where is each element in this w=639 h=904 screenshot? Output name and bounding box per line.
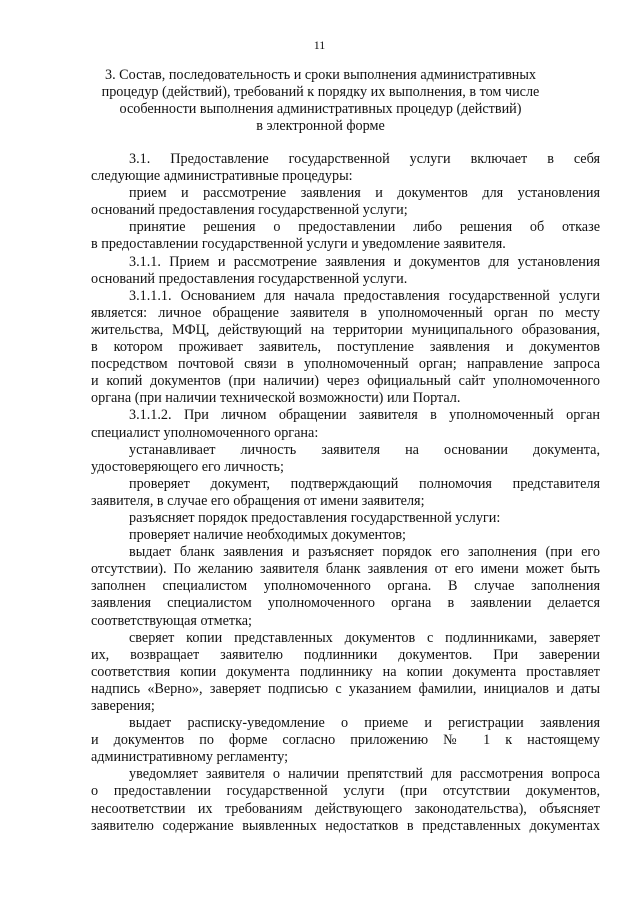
- body-line: административному регламенту;: [91, 749, 289, 766]
- body-line: заверения;: [91, 698, 155, 714]
- body-line: о предоставлении государственной услуги (при отсутствии документов,: [91, 783, 600, 800]
- body-line: оснований предоставления государственной услуги.: [91, 270, 408, 287]
- body-line: сверяет копии представленных документов с подлинниками, заверяет: [129, 629, 600, 646]
- body-line: удостоверяющего его личность;: [91, 458, 284, 475]
- heading-line: в электронной форме: [256, 118, 385, 135]
- body-line: соответствия копии документа подлиннику на копии документа проставляет: [91, 663, 600, 680]
- body-line: соответствующая отметка;: [91, 612, 252, 629]
- body-line: оснований предоставления государственной услуги;: [91, 202, 408, 219]
- heading-line: процедур (действий), требований к порядку их выполнения, в том числе: [101, 84, 540, 101]
- body-line: выдает расписку-уведомление о приеме и регистрации заявления: [129, 715, 600, 732]
- body-line: заявителя, в случае его обращения от имени заявителя;: [91, 492, 425, 509]
- page-number: 11: [313, 38, 326, 52]
- body-line: 3.1.1.2. При личном обращении заявителя в уполномоченный орган: [129, 407, 600, 424]
- body-line: 3.1.1.1. Основанием для начала предоставления государственной услуги: [129, 287, 600, 304]
- body-line: заявителю содержание выявленных недостатков в представленных документах: [91, 817, 600, 834]
- body-line: выдает бланк заявления и разъясняет порядок его заполнения (при его: [129, 544, 600, 561]
- body-line: уведомляет заявителя о наличии препятствий для рассмотрения вопроса: [129, 766, 600, 783]
- body-line: принятие решения о предоставлении либо решения об отказе: [129, 219, 600, 236]
- body-text: [91, 151, 600, 835]
- body-line: в котором проживает заявитель, поступление заявления и документов: [91, 339, 600, 356]
- body-line: проверяет документ, подтверждающий полномочия представителя: [129, 475, 600, 492]
- body-line: прием и рассмотрение заявления и документов для установления: [129, 185, 600, 202]
- body-line: 3.1.1. Прием и рассмотрение заявления и документов для установления: [129, 253, 600, 270]
- body-line: несоответствии их требованиям действующего законодательства), объясняет: [91, 800, 600, 817]
- section-heading: [92, 67, 549, 135]
- body-line: специалист уполномоченного органа:: [91, 424, 319, 441]
- body-line: посредством почтовой связи в уполномоченный орган; направление запроса: [91, 356, 600, 373]
- body-line: и копий документов (при наличии) через официальный сайт уполномоченного: [91, 373, 600, 390]
- body-line: их, возвращает заявителю подлинники документов. При заверении: [91, 646, 600, 663]
- body-line: разъясняет порядок предоставления государственной услуги:: [129, 509, 501, 526]
- body-line: 3.1. Предоставление государственной услуги включает в себя: [129, 151, 600, 167]
- heading-line: 3. Состав, последовательность и сроки выполнения административных: [104, 67, 537, 83]
- body-line: проверяет наличие необходимых документов;: [129, 527, 407, 544]
- body-line: органа (при наличии технической возможности) или Портал.: [91, 390, 461, 407]
- body-line: отсутствии). По желанию заявителя бланк заявления от его имени может быть: [91, 561, 600, 578]
- body-line: надпись «Верно», заверяет подписью с указанием фамилии, инициалов и даты: [91, 680, 600, 697]
- body-line: заявления специалистом уполномоченного органа в заявлении делается: [91, 595, 600, 612]
- heading-line: особенности выполнения административных процедур (действий): [119, 101, 522, 118]
- body-line: устанавливает личность заявителя на основании документа,: [129, 441, 600, 458]
- body-line: и документов по форме согласно приложению № 1 к настоящему: [91, 732, 600, 749]
- body-line: следующие административные процедуры:: [91, 168, 353, 185]
- body-line: является: личное обращение заявителя в уполномоченный орган по месту: [91, 304, 600, 321]
- body-line: заполнен специалистом уполномоченного органа. В случае заполнения: [91, 578, 600, 595]
- body-line: жительства, МФЦ, действующий на территории муниципального образования,: [91, 321, 600, 338]
- body-line: в предоставлении государственной услуги и уведомление заявителя.: [91, 236, 506, 253]
